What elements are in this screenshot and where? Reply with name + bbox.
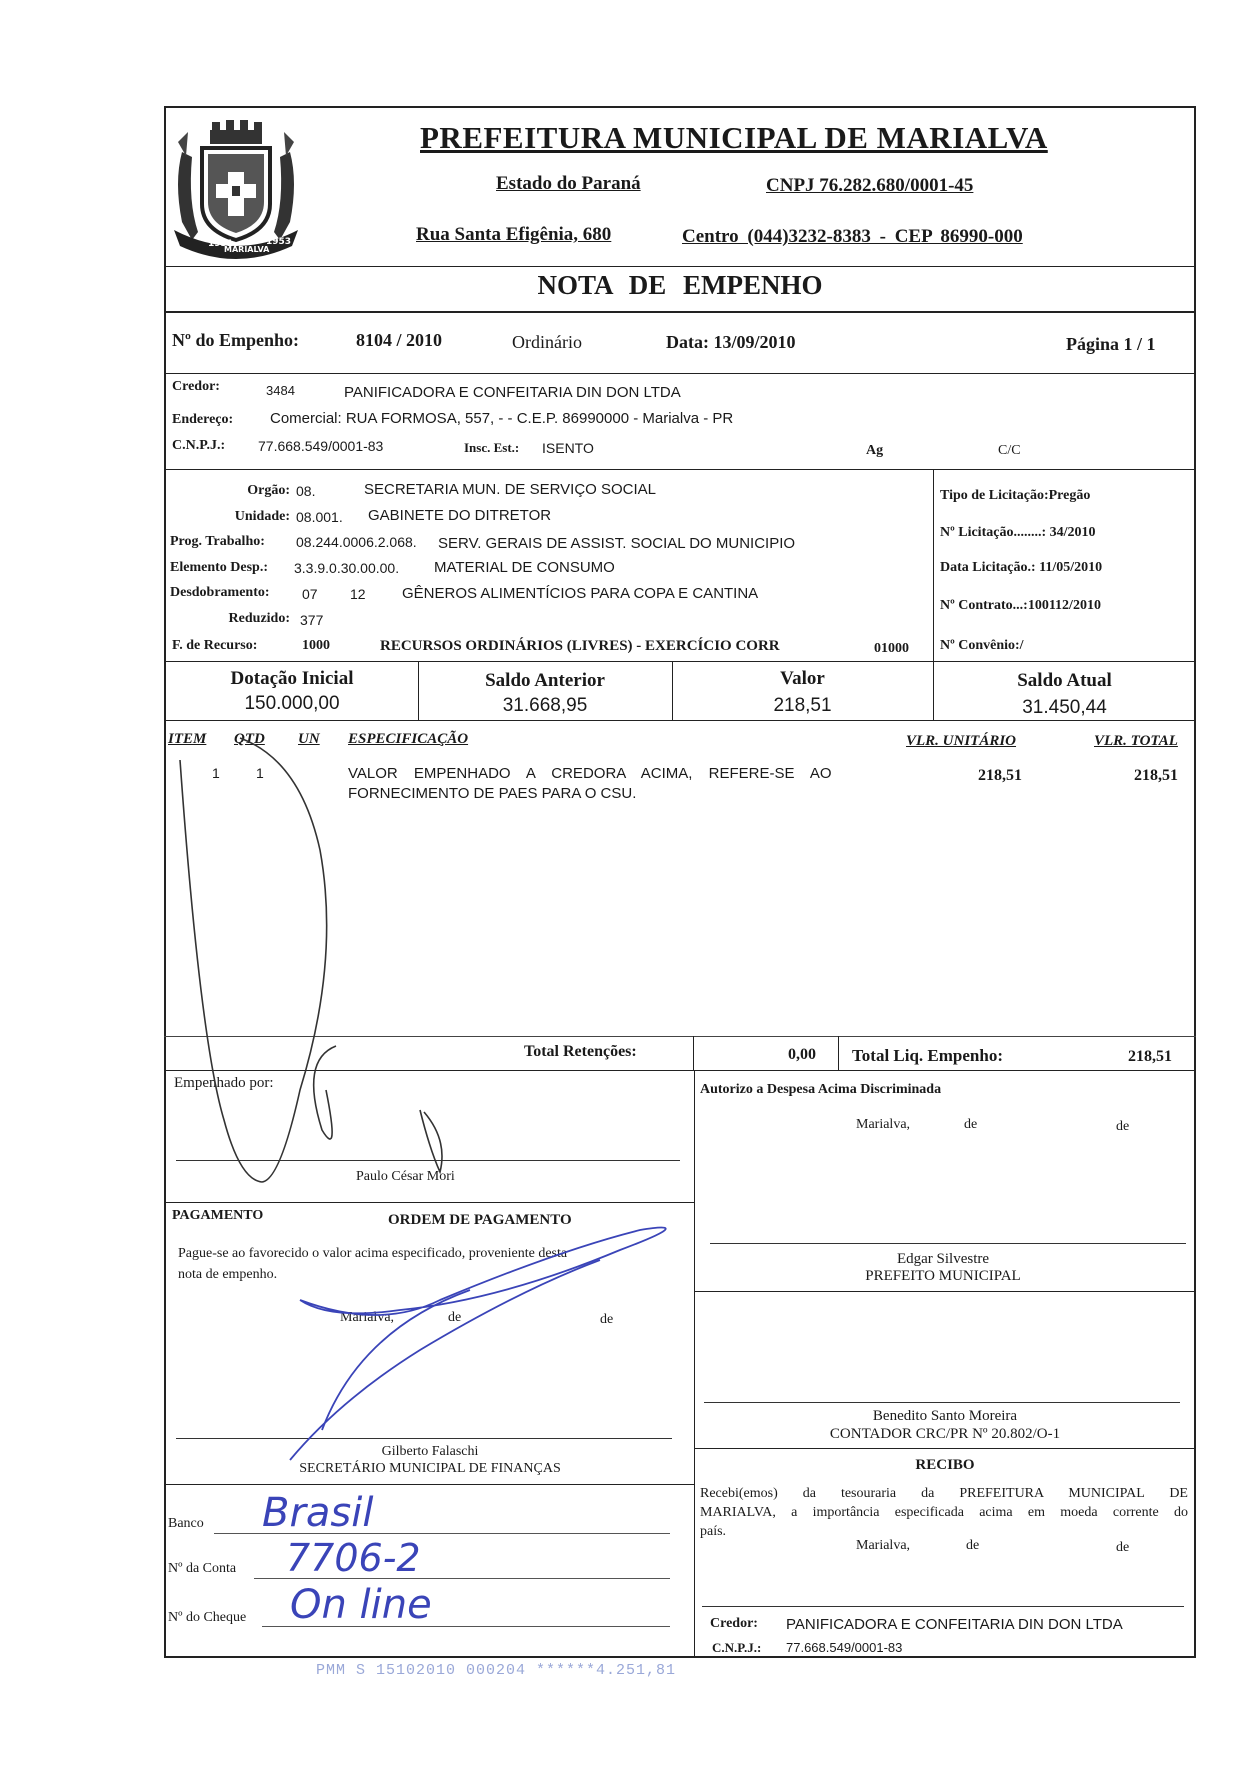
saldo-atual-label: Saldo Atual: [1017, 670, 1112, 691]
recibo-cnpj: 77.668.549/0001-83: [786, 1640, 903, 1655]
col-header-item: ITEM: [168, 731, 207, 747]
autorizo-place: Marialva,: [856, 1117, 911, 1132]
banco-label: Banco: [168, 1516, 204, 1531]
address-label: Endereço:: [172, 412, 234, 427]
cheque-value: On line: [290, 1582, 432, 1628]
pagamento-de-1: de: [448, 1310, 462, 1325]
col-header-spec: ESPECIFICAÇÃO: [348, 731, 469, 747]
item-number: 1: [212, 765, 220, 781]
dotacao-label: Dotação Inicial: [230, 668, 354, 689]
autorizo-de-1: de: [964, 1117, 978, 1132]
cnpj-label: C.N.P.J.:: [172, 438, 226, 453]
address-street: Rua Santa Efigênia, 680: [416, 224, 612, 245]
ordem-label: ORDEM DE PAGAMENTO: [388, 1212, 572, 1228]
col-header-un: UN: [298, 731, 320, 747]
credor-name: PANIFICADORA E CONFEITARIA DIN DON LTDA: [344, 384, 681, 401]
reduzido-label: Reduzido:: [228, 611, 290, 626]
credor-label: Credor:: [172, 379, 220, 394]
state-name: Estado do Paraná: [496, 173, 641, 194]
retencoes-label: Total Retenções:: [524, 1043, 637, 1060]
desdobramento-sub: 12: [350, 586, 366, 602]
empenho-date: Data: 13/09/2010: [666, 332, 796, 352]
retencoes-value: 0,00: [788, 1046, 816, 1063]
desdobramento-label: Desdobramento:: [170, 585, 270, 600]
licitacao-number: Nº Licitação........: 34/2010: [940, 525, 1096, 540]
conta-label: Nº da Conta: [168, 1561, 237, 1576]
recibo-credor: PANIFICADORA E CONFEITARIA DIN DON LTDA: [786, 1616, 1123, 1633]
autorizo-title: Autorizo a Despesa Acima Discriminada: [700, 1082, 942, 1097]
item-total-value: 218,51: [1134, 767, 1178, 784]
liquido-value: 218,51: [1128, 1048, 1172, 1065]
validation-stamp: PMM S 15102010 000204 ******4.251,81: [316, 1662, 677, 1679]
item-spec-line2: FORNECIMENTO DE PAES PARA O CSU.: [348, 785, 637, 802]
svg-text:MARIALVA: MARIALVA: [224, 245, 270, 254]
address-contact: Centro (044)3232-8383 - CEP 86990-000: [682, 226, 1023, 247]
unidade-name: GABINETE DO DITRETOR: [368, 507, 552, 524]
page-number: Página 1 / 1: [1066, 334, 1156, 354]
contador-name: Benedito Santo Moreira: [872, 1408, 1018, 1424]
unidade-label: Unidade:: [234, 509, 290, 524]
pagamento-text-2: nota de empenho.: [178, 1267, 278, 1282]
recibo-cnpj-label: C.N.P.J.:: [712, 1640, 762, 1655]
banco-value: Brasil: [262, 1490, 374, 1536]
pagamento-signer-name: Gilberto Falaschi: [381, 1444, 479, 1459]
pagamento-signer-role: SECRETÁRIO MUNICIPAL DE FINANÇAS: [299, 1461, 561, 1476]
contador-role: CONTADOR CRC/PR Nº 20.802/O-1: [829, 1426, 1061, 1442]
empenhado-label: Empenhado por:: [174, 1075, 274, 1091]
orgao-name: SECRETARIA MUN. DE SERVIÇO SOCIAL: [364, 481, 657, 498]
desdobramento-name: GÊNEROS ALIMENTÍCIOS PARA COPA E CANTINA: [402, 585, 759, 602]
valor-label: Valor: [780, 668, 825, 689]
empenho-type: Ordinário: [512, 332, 582, 352]
page-title: PREFEITURA MUNICIPAL DE MARIALVA: [420, 120, 1048, 155]
credor-code: 3484: [266, 383, 295, 398]
liquido-label: Total Liq. Empenho:: [852, 1046, 1003, 1065]
recibo-de-1: de: [966, 1538, 980, 1553]
saldo-anterior-label: Saldo Anterior: [485, 670, 605, 691]
account-label: C/C: [998, 443, 1021, 458]
recibo-de-2: de: [1116, 1540, 1130, 1555]
contract-number: Nº Contrato...:100112/2010: [940, 598, 1101, 613]
convenio-number: Nº Convênio:/: [940, 638, 1024, 653]
licitacao-type: Tipo de Licitação:Pregão: [940, 488, 1091, 503]
recurso-name: RECURSOS ORDINÁRIOS (LIVRES) - EXERCÍCIO CORR: [380, 638, 780, 654]
elemento-name: MATERIAL DE CONSUMO: [434, 559, 615, 576]
orgao-code: 08.: [296, 483, 316, 499]
unidade-code: 08.001.: [296, 509, 343, 525]
recurso-code: 1000: [302, 638, 330, 653]
pagamento-de-2: de: [600, 1312, 614, 1327]
recibo-credor-label: Credor:: [710, 1616, 758, 1631]
prefeito-role: PREFEITO MUNICIPAL: [865, 1268, 1021, 1284]
svg-text:1951: 1951: [208, 239, 234, 249]
reduzido-value: 377: [300, 612, 324, 628]
recibo-place: Marialva,: [856, 1538, 911, 1553]
empenho-number: 8104 / 2010: [356, 330, 443, 350]
prog-code: 08.244.0006.2.068.: [296, 534, 417, 550]
elemento-code: 3.3.9.0.30.00.00.: [294, 560, 400, 576]
agency-label: Ag: [866, 443, 884, 458]
insc-value: ISENTO: [542, 440, 594, 456]
document-title: NOTA DE EMPENHO: [537, 270, 823, 300]
recibo-line-3: país.: [700, 1524, 727, 1539]
dotacao-value: 150.000,00: [244, 693, 340, 714]
cheque-label: Nº do Cheque: [168, 1610, 247, 1625]
svg-text:1953: 1953: [266, 237, 292, 247]
col-header-total: VLR. TOTAL: [1094, 733, 1178, 749]
valor-value: 218,51: [773, 695, 832, 716]
empenho-number-label: Nº do Empenho:: [172, 330, 299, 350]
saldo-anterior-value: 31.668,95: [502, 695, 588, 716]
elemento-label: Elemento Desp.:: [170, 560, 268, 575]
pagamento-text-1: Pague-se ao favorecido o valor acima especificado, proveniente desta: [178, 1246, 568, 1261]
insc-label: Insc. Est.:: [464, 440, 520, 455]
coat-of-arms: [168, 112, 304, 262]
prog-label: Prog. Trabalho:: [170, 534, 265, 549]
recurso-number: 01000: [874, 641, 909, 656]
prefeito-name: Edgar Silvestre: [896, 1251, 990, 1267]
recibo-title: RECIBO: [915, 1457, 975, 1473]
conta-value: 7706-2: [286, 1536, 421, 1580]
credor-address: Comercial: RUA FORMOSA, 557, - - C.E.P. 86990000 - Marialva - PR: [270, 410, 734, 427]
prog-name: SERV. GERAIS DE ASSIST. SOCIAL DO MUNICIPIO: [438, 535, 796, 552]
desdobramento-code: 07: [302, 586, 318, 602]
licitacao-date: Data Licitação.: 11/05/2010: [940, 560, 1103, 575]
empenhado-signer: Paulo César Mori: [356, 1169, 455, 1184]
autorizo-de-2: de: [1116, 1119, 1130, 1134]
item-spec-line1: VALOR EMPENHADO A CREDORA ACIMA, REFERE-SE AO: [348, 765, 832, 782]
item-unit-value: 218,51: [978, 767, 1022, 784]
item-qty: 1: [256, 765, 264, 781]
recibo-line-2: MARIALVA, a importância especificada acima em moeda corrente do: [700, 1505, 1188, 1520]
credor-cnpj: 77.668.549/0001-83: [258, 438, 384, 454]
recibo-line-1: Recebi(emos) da tesouraria da PREFEITURA MUNICIPAL DE: [700, 1486, 1188, 1501]
recurso-label: F. de Recurso:: [172, 638, 258, 653]
col-header-qtd: QTD: [234, 731, 265, 747]
col-header-unit: VLR. UNITÁRIO: [906, 733, 1017, 749]
saldo-atual-value: 31.450,44: [1022, 697, 1107, 718]
pagamento-label: PAGAMENTO: [172, 1208, 264, 1223]
cnpj-header: CNPJ 76.282.680/0001-45: [766, 175, 974, 196]
orgao-label: Orgão:: [247, 483, 290, 498]
pagamento-place: Marialva,: [340, 1310, 395, 1325]
